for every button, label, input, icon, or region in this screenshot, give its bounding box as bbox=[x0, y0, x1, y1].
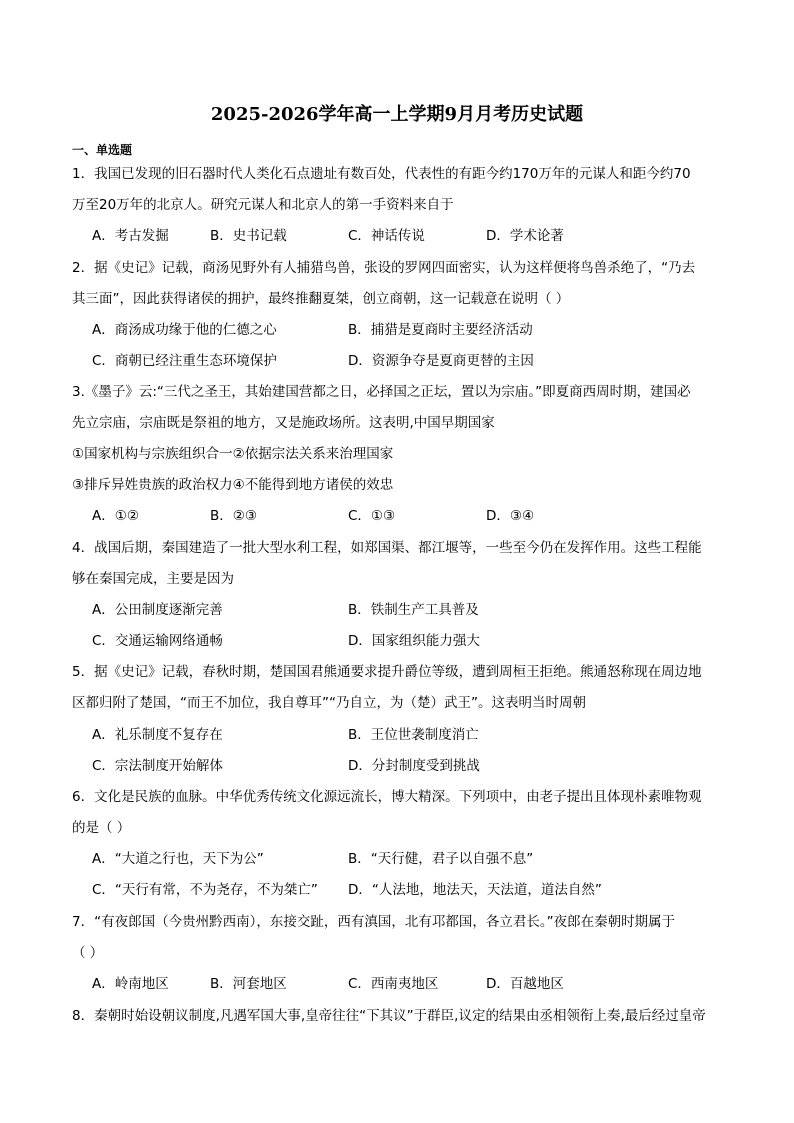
question-2-option-b[interactable]: B．捕猎是夏商时主要经济活动 bbox=[348, 322, 533, 338]
question-3-line-1: 3.《墨子》云:“三代之圣王，其始建国营都之日，必择国之正坛，置以为宗庙。”即夏商西周时期，建国必 bbox=[72, 384, 691, 400]
question-1-option-a[interactable]: A．考古发掘 bbox=[92, 228, 169, 244]
question-6-option-d[interactable]: D．“人法地，地法天，天法道，道法自然” bbox=[348, 882, 602, 898]
question-4-line-1: 4．战国后期，秦国建造了一批大型水利工程，如郑国渠、都江堰等，一些至今仍在发挥作用。这些工程能 bbox=[72, 540, 702, 556]
question-3-option-b[interactable]: B．②③ bbox=[210, 508, 257, 524]
question-3-option-d[interactable]: D．③④ bbox=[486, 508, 535, 524]
question-4-option-d[interactable]: D．国家组织能力强大 bbox=[348, 633, 480, 649]
question-3-line-2: 先立宗庙，宗庙既是祭祖的地方，又是施政场所。这表明,中国早期国家 bbox=[72, 415, 495, 431]
question-3-line-3: ①国家机构与宗族组织合一②依据宗法关系来治理国家 bbox=[72, 446, 394, 462]
question-1-option-d[interactable]: D．学术论著 bbox=[486, 228, 564, 244]
question-6-option-b[interactable]: B．“天行健，君子以自强不息” bbox=[348, 851, 534, 867]
question-2-option-a[interactable]: A．商汤成功缘于他的仁德之心 bbox=[92, 322, 277, 338]
question-8-line-1: 8．秦朝时始设朝议制度,凡遇军国大事,皇帝往往“下其议”于群臣,议定的结果由丞相领衔上奏,最后经过皇帝 bbox=[72, 1008, 706, 1024]
question-3-option-c[interactable]: C．①③ bbox=[348, 508, 396, 524]
question-7-line-2: （ ） bbox=[72, 945, 104, 961]
question-1-line-1: 1．我国已发现的旧石器时代人类化石点遗址有数百处，代表性的有距今约170万年的元谋人和距今约70 bbox=[72, 166, 691, 182]
question-4-option-c[interactable]: C．交通运输网络通畅 bbox=[92, 633, 223, 649]
question-6-option-a[interactable]: A．“大道之行也，天下为公” bbox=[92, 851, 264, 867]
question-3-line-4: ③排斥异姓贵族的政治权力④不能得到地方诸侯的效忠 bbox=[72, 477, 394, 493]
question-5-line-2: 区都归附了楚国，“而王不加位，我自尊耳”“乃自立，为（楚）武王”。这表明当时周朝 bbox=[72, 695, 586, 711]
question-2-line-1: 2．据《史记》记载，商汤见野外有人捕猎鸟兽，张设的罗网四面密实，认为这样便将鸟兽杀绝了，“乃去 bbox=[72, 260, 696, 276]
question-1-option-c[interactable]: C．神话传说 bbox=[348, 228, 425, 244]
question-7-option-d[interactable]: D．百越地区 bbox=[486, 976, 564, 992]
question-2-option-d[interactable]: D．资源争夺是夏商更替的主因 bbox=[348, 353, 534, 369]
question-7-option-c[interactable]: C．西南夷地区 bbox=[348, 976, 439, 992]
exam-title: 2025-2026学年高一上学期9月月考历史试题 bbox=[210, 104, 584, 125]
question-2-option-c[interactable]: C．商朝已经注重生态环境保护 bbox=[92, 353, 277, 369]
question-1-option-b[interactable]: B．史书记载 bbox=[210, 228, 287, 244]
question-4-line-2: 够在秦国完成，主要是因为 bbox=[72, 571, 234, 587]
question-6-line-1: 6．文化是民族的血脉。中华优秀传统文化源远流长，博大精深。下列项中，由老子提出且体现朴素唯物观 bbox=[72, 789, 702, 805]
question-7-line-1: 7．“有夜郎国（今贵州黔西南），东接交趾，西有滇国，北有邛都国，各立君长。”夜郎在秦朝时期属于 bbox=[72, 914, 676, 930]
question-4-option-b[interactable]: B．铁制生产工具普及 bbox=[348, 602, 479, 618]
question-3-option-a[interactable]: A．①② bbox=[92, 508, 139, 524]
question-5-option-c[interactable]: C．宗法制度开始解体 bbox=[92, 758, 223, 774]
question-7-option-b[interactable]: B．河套地区 bbox=[210, 976, 287, 992]
question-7-option-a[interactable]: A．岭南地区 bbox=[92, 976, 169, 992]
question-5-option-b[interactable]: B．王位世袭制度消亡 bbox=[348, 727, 479, 743]
question-1-line-2: 万至20万年的北京人。研究元谋人和北京人的第一手资料来自于 bbox=[72, 197, 454, 213]
section-heading: 一、单选题 bbox=[72, 143, 133, 157]
question-5-option-a[interactable]: A．礼乐制度不复存在 bbox=[92, 727, 223, 743]
question-5-line-1: 5．据《史记》记载，春秋时期，楚国国君熊通要求提升爵位等级，遭到周桓王拒绝。熊通怒称现在周边地 bbox=[72, 664, 702, 680]
question-6-option-c[interactable]: C．“天行有常，不为尧存，不为桀亡” bbox=[92, 882, 318, 898]
question-5-option-d[interactable]: D．分封制度受到挑战 bbox=[348, 758, 480, 774]
question-4-option-a[interactable]: A．公田制度逐渐完善 bbox=[92, 602, 223, 618]
question-6-line-2: 的是（ ） bbox=[72, 820, 131, 836]
question-2-line-2: 其三面”，因此获得诸侯的拥护，最终推翻夏桀，创立商朝，这一记载意在说明（ ） bbox=[72, 291, 570, 307]
